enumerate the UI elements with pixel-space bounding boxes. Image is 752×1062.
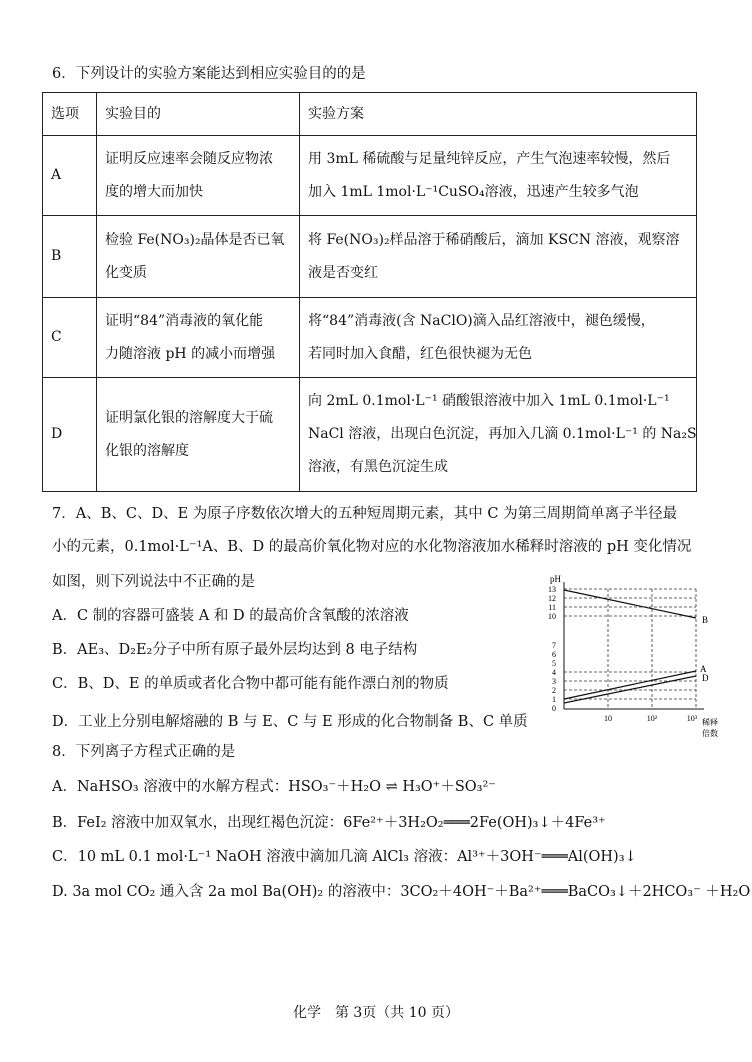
y-tick: 7 [552, 641, 556, 650]
question-7-stem-line: 如图，则下列说法中不正确的是 [52, 574, 255, 590]
x-axis-label: 倍数 [702, 729, 718, 738]
q8-option-a: A．NaHSO₃ 溶液中的水解方程式：HSO₃⁻＋H₂O ⇌ H₃O⁺＋SO₃²⁻ [52, 779, 496, 795]
row-plan [300, 298, 697, 378]
experiment-table [42, 92, 697, 492]
row-option: C [43, 298, 97, 378]
plan-line: 用 3mL 稀硫酸与足量纯锌反应，产生气泡速率较慢，然后 [308, 150, 671, 167]
plan-line: 将“84”消毒液(含 NaClO)滴入品红溶液中，褪色缓慢， [308, 312, 655, 329]
curve-b [564, 590, 696, 618]
y-tick: 12 [548, 594, 556, 603]
plan-line: 若同时加入食醋，红色很快褪为无色 [308, 345, 532, 362]
q7-option-b: B．AE₃、D₂E₂分子中所有原子最外层均达到 8 电子结构 [52, 642, 418, 658]
purpose-line: 力随溶液 pH 的减小而增强 [105, 345, 276, 362]
purpose-line: 检验 Fe(NO₃)₂晶体是否已氧 [105, 231, 285, 248]
row-plan [300, 136, 697, 216]
y-tick: 13 [548, 585, 556, 594]
purpose-line: 化变质 [105, 264, 147, 281]
curve-label: B [702, 615, 709, 625]
table-row [43, 298, 697, 378]
plan-line: 向 2mL 0.1mol·L⁻¹ 硝酸银溶液中加入 1mL 0.1mol·L⁻¹ [308, 393, 670, 409]
plan-line: 溶液，有黑色沉淀生成 [308, 459, 448, 475]
header-plan: 实验方案 [300, 93, 697, 136]
row-option: D [43, 378, 97, 492]
q7-option-a: A．C 制的容器可盛装 A 和 D 的最高价含氧酸的浓溶液 [52, 608, 409, 624]
row-option: B [43, 216, 97, 298]
table-row [43, 378, 697, 492]
row-purpose [97, 298, 300, 378]
curve-a [564, 671, 696, 699]
purpose-line: 度的增大而加快 [105, 183, 203, 200]
y-tick: 3 [552, 677, 556, 686]
y-tick: 1 [552, 695, 556, 704]
y-tick: 10 [548, 612, 556, 621]
question-7-stem-line: 7．A、B、C、D、E 为原子序数依次增大的五种短周期元素，其中 C 为第三周期简单离子半径最 [52, 506, 678, 522]
y-tick: 2 [552, 686, 556, 695]
curve-label: A [700, 664, 707, 674]
q8-option-b: B．FeI₂ 溶液中加双氧水，出现红褐色沉淀：6Fe²⁺＋3H₂O₂═══2Fe(OH)₃↓＋4Fe³⁺ [52, 815, 606, 831]
row-purpose [97, 216, 300, 298]
row-plan [300, 378, 697, 492]
purpose-line: 证明“84”消毒液的氧化能 [105, 312, 264, 329]
ph-dilution-graph [536, 568, 718, 748]
table-header-row [43, 93, 697, 136]
question-7-stem-line: 小的元素，0.1mol·L⁻¹A、B、D 的最高价氧化物对应的水化物溶液加水稀释时溶液的 pH 变化情况 [52, 539, 692, 555]
q7-option-c: C．B、D、E 的单质或者化合物中都可能有能作漂白剂的物质 [52, 676, 449, 692]
y-tick: 0 [552, 704, 556, 713]
purpose-line: 化银的溶解度 [105, 442, 189, 459]
table-row [43, 136, 697, 216]
question-6-stem: 6．下列设计的实验方案能达到相应实验目的的是 [52, 66, 366, 82]
row-purpose [97, 136, 300, 216]
plan-line: 加入 1mL 1mol·L⁻¹CuSO₄溶液，迅速产生较多气泡 [308, 183, 639, 200]
plan-line: NaCl 溶液，出现白色沉淀，再加入几滴 0.1mol·L⁻¹ 的 Na₂S [308, 426, 697, 442]
x-tick: 10 [604, 714, 612, 723]
plan-line: 将 Fe(NO₃)₂样品溶于稀硝酸后，滴加 KSCN 溶液，观察溶 [308, 231, 680, 248]
x-tick: 10³ [686, 714, 698, 723]
q7-option-d: D．工业上分别电解熔融的 B 与 E、C 与 E 形成的化合物制备 B、C 单质 [52, 714, 528, 730]
header-purpose: 实验目的 [97, 93, 300, 136]
y-tick: 11 [548, 603, 556, 612]
table-row [43, 216, 697, 298]
page-footer: 化学 第 3页（共 10 页） [292, 1005, 460, 1021]
row-option: A [43, 136, 97, 216]
y-tick: 6 [552, 650, 556, 659]
y-tick: 4 [552, 668, 556, 677]
purpose-line: 证明反应速率会随反应物浓 [105, 150, 273, 167]
question-8-stem: 8．下列离子方程式正确的是 [52, 744, 236, 760]
curve-label: D [702, 673, 709, 683]
y-axis-label: pH [550, 574, 561, 584]
y-tick: 5 [552, 659, 556, 668]
plan-line: 液是否变红 [308, 264, 378, 281]
purpose-line: 证明氯化银的溶解度大于硫 [105, 409, 273, 426]
q8-option-d: D. 3a mol CO₂ 通入含 2a mol Ba(OH)₂ 的溶液中：3CO₂＋4OH⁻＋Ba²⁺═══BaCO₃↓＋2HCO₃⁻ ＋H₂O [52, 884, 751, 900]
row-plan [300, 216, 697, 298]
row-purpose [97, 378, 300, 492]
x-tick: 10² [646, 714, 658, 723]
header-option: 选项 [43, 93, 97, 136]
x-axis-label: 稀释 [702, 718, 718, 727]
q8-option-c: C．10 mL 0.1 mol·L⁻¹ NaOH 溶液中滴加几滴 AlCl₃ 溶液：Al³⁺＋3OH⁻═══Al(OH)₃↓ [52, 849, 637, 865]
